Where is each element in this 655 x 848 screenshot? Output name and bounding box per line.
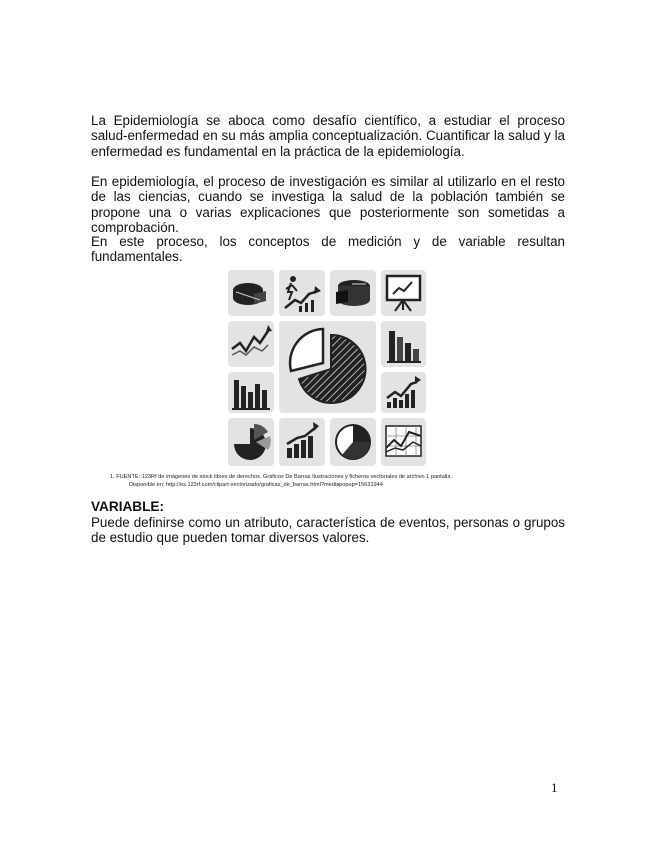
grid-line-chart-icon	[381, 418, 426, 466]
paragraph-epidemiology-intro: La Epidemiología se aboca como desafío científico, a estudiar el proceso salud-enfermedad en su más amplia conceptualización. Cuantificar la salud y la enfermedad es fundamental en la práctica de la epidemiología.	[91, 113, 565, 159]
bar-chart-small-icon	[228, 372, 274, 413]
pie-3d-icon	[228, 270, 274, 316]
footnote-source: 1. FUENTE: 123Rf de imágenes de stock libres de derechos. Gráficos De Barras Ilustraciones y ficheros vectoriales de archivo.1 pantalla.	[110, 474, 452, 480]
line-chart-icon	[228, 321, 274, 367]
person-growth-chart-icon	[279, 270, 325, 316]
footnote-url: Disponible en: http://es.123rf.com/clipart-vectorizado/graficas_de_barras.html?mediapopup=15631944	[129, 482, 383, 488]
large-pie-chart-icon	[279, 321, 376, 413]
circle-pie-icon	[330, 418, 376, 466]
paragraph-research-process: En epidemiología, el proceso de investigación es similar al utilizarlo en el resto de las ciencias, cuando se investiga la salud de la población también se propone una o varias explicaciones que posteriormente son sometidas a comprobación.	[91, 174, 565, 236]
cylinder-pie-icon	[330, 270, 376, 316]
bar-growth-icon	[279, 418, 325, 466]
pie-chart-slice-icon	[228, 418, 274, 466]
paragraph-measurement-concepts: En este proceso, los conceptos de medición y de variable resultan fundamentales.	[91, 234, 565, 265]
bar-chart-icon	[381, 321, 426, 367]
chart-icons-figure	[228, 270, 426, 466]
growth-bar-arrow-icon	[381, 372, 426, 413]
presentation-board-chart-icon	[381, 270, 426, 316]
paragraph-variable-definition: Puede definirse como un atributo, característica de eventos, personas o grupos de estudio que pueden tomar diversos valores.	[91, 515, 565, 546]
page-number: 1	[551, 780, 558, 795]
figure-footnote	[110, 473, 550, 489]
section-heading-variable: VARIABLE:	[91, 499, 164, 514]
